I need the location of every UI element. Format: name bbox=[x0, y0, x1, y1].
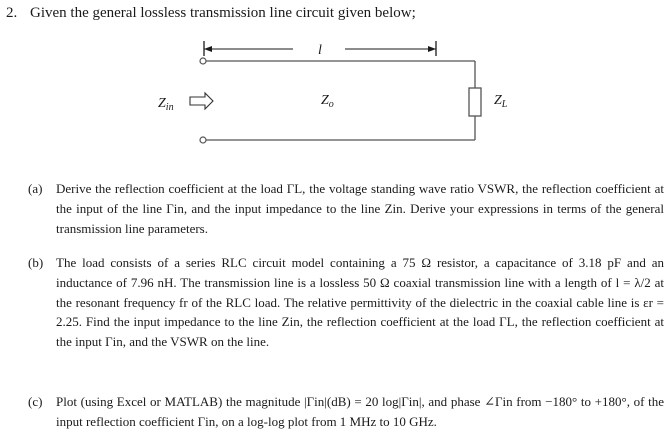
length-label: l bbox=[318, 43, 322, 58]
line-impedance-label: $Z_o$ bbox=[321, 93, 334, 110]
transmission-line-diagram bbox=[0, 0, 670, 160]
part-b bbox=[28, 253, 664, 352]
part-a-label: (a) bbox=[28, 181, 43, 196]
question-number: 2. bbox=[6, 5, 18, 21]
part-c bbox=[28, 392, 664, 432]
input-impedance-label: $Z_{in}$ bbox=[158, 96, 174, 113]
load-impedance bbox=[469, 88, 481, 116]
bottom-terminal bbox=[200, 137, 206, 143]
input-arrow-icon bbox=[190, 93, 213, 109]
part-a-text: Derive the reflection coefficient at the load ΓL, the voltage standing wave ratio VSWR, the reflection coefficient at the input of the line Γin, and the input impedance to the line Zin. Derive your expressions in terms of the general transmission line parameters. bbox=[56, 181, 664, 236]
part-b-text: The load consists of a series RLC circuit model containing a 75 Ω resistor, a capacitance of 3.18 pF and an inductance of 7.96 nH. The transmission line is a lossless 50 Ω coaxial transmission line with a length of l = λ/2 at the resonant frequency fr of the RLC load. The relative permittivity of the dielectric in the coaxial cable line is εr = 2.25. Find the input impedance to the line Zin, the reflection coefficient at the load ΓL, the reflection coefficient at the input Γin, and the VSWR on the line. bbox=[56, 255, 664, 350]
part-c-label: (c) bbox=[28, 394, 43, 409]
part-b-label: (b) bbox=[28, 255, 44, 270]
top-terminal bbox=[200, 58, 206, 64]
part-c-text: Plot (using Excel or MATLAB) the magnitude |Γin|(dB) = 20 log|Γin|, and phase ∠Γin from −180° to +180°, of the input reflection coefficient Γin, on a log-log plot from 1 MHz to 10 GHz. bbox=[56, 394, 664, 429]
question-prompt: Given the general lossless transmission line circuit given below; bbox=[30, 5, 416, 21]
load-label: $Z_L$ bbox=[494, 93, 508, 110]
part-a bbox=[28, 179, 664, 238]
